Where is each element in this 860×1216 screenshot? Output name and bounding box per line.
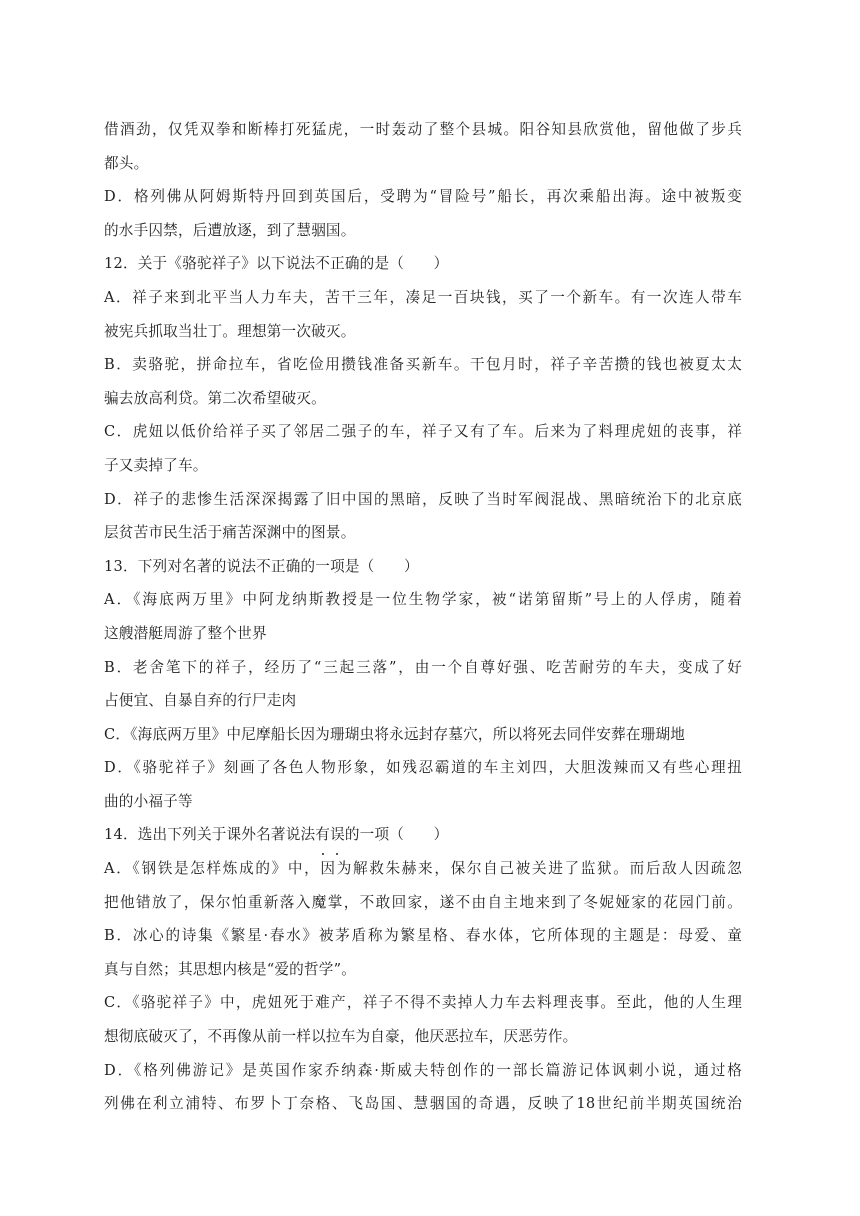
text-line: 子又卖掉了车。 [104, 456, 208, 474]
text-line: 这艘潜艇周游了整个世界 [104, 624, 267, 642]
option-b-line: B．卖骆驼，拼命拉车，省吃俭用攒钱准备买新车。干包月时，祥子辛苦攒的钱也被夏太太 [104, 356, 742, 374]
option-a-line: A．《钢铁是怎样炼成的》中，因为解救朱赫来，保尔自己被关进了监狱。而后敌人因疏忽 [104, 860, 742, 878]
option-a-line: A．《海底两万里》中阿龙纳斯教授是一位生物学家，被“诺第留斯”号上的人俘虏，随着 [104, 591, 742, 609]
text-line: 都头。 [104, 154, 149, 172]
text-line: 真与自然；其思想内核是“爱的哲学”。 [104, 960, 357, 978]
option-d-line: D．格列佛从阿姆斯特丹回到英国后，受聘为“冒险号”船长，再次乘船出海。途中被叛变 [104, 188, 742, 206]
text-line: 想彻底破灭了，不再像从前一样以拉车为自豪，他厌恶拉车，厌恶劳作。 [104, 1028, 578, 1046]
text-line: 的水手囚禁，后遭放逐，到了慧骃国。 [104, 221, 356, 239]
option-c-line: C．《骆驼祥子》中，虎妞死于难产，祥子不得不卖掉人力车去料理丧事。至此，他的人生理 [104, 994, 742, 1012]
text-line: 占便宜、自暴自弃的行尸走肉 [104, 692, 297, 710]
text-line: 列佛在利立浦特、布罗卜丁奈格、飞岛国、慧骃国的奇遇，反映了18世纪前半期英国统治 [104, 1095, 742, 1113]
option-c-line: C．虎妞以低价给祥子买了邻居二强子的车，祥子又有了车。后来为了料理虎妞的丧事，祥 [104, 423, 742, 441]
emphasis-char: 有 [315, 818, 330, 852]
question-13-stem: 13．下列对名著的说法不正确的一项是（ ） [104, 557, 419, 575]
question-12-stem: 12．关于《骆驼祥子》以下说法不正确的是（ ） [104, 255, 449, 273]
option-b-line: B．冰心的诗集《繁星·春水》被茅盾称为繁星格、春水体，它所体现的主题是：母爱、童 [104, 927, 742, 945]
option-d-line: D．祥子的悲惨生活深深揭露了旧中国的黑暗，反映了当时军阀混战、黑暗统治下的北京底 [104, 490, 742, 508]
text-line: 骗去放高利贷。第二次希望破灭。 [104, 389, 326, 407]
text-line: 层贫苦市民生活于痛苦深渊中的图景。 [104, 524, 356, 542]
text-line: 曲的小福子等 [104, 792, 193, 810]
option-d-line: D．《格列佛游记》是英国作家乔纳森·斯威夫特创作的一部长篇游记体讽刺小说，通过格 [104, 1061, 742, 1079]
q14-prefix: 14．选出下列关于课外名著说法 [104, 826, 316, 844]
question-14-stem [104, 818, 742, 852]
text-line: 被宪兵抓取当壮丁。理想第一次破灭。 [104, 322, 356, 340]
option-c-line: C．《海底两万里》中尼摩船长因为珊瑚虫将永远封存墓穴，所以将死去同伴安葬在珊瑚地 [104, 725, 686, 743]
option-b-line: B．老舍笔下的祥子，经历了“三起三落”，由一个自尊好强、吃苦耐劳的车夫，变成了好 [104, 658, 742, 676]
emphasis-char: 误 [330, 818, 345, 852]
option-d-line: D．《骆驼祥子》刻画了各色人物形象，如残忍霸道的车主刘四，大胆泼辣而又有些心理扭 [104, 759, 742, 777]
option-a-line: A．祥子来到北平当人力车夫，苦干三年，凑足一百块钱，买了一个新车。有一次连人带车 [104, 288, 742, 306]
q14-suffix: 的一项（ ） [344, 826, 449, 844]
text-line: 把他错放了，保尔怕重新落入魔掌，不敢回家，遂不由自主地来到了冬妮娅家的花园门前。 [104, 893, 742, 911]
document-page [104, 113, 742, 1121]
text-line: 借酒劲，仅凭双拳和断棒打死猛虎，一时轰动了整个县城。阳谷知县欣赏他，留他做了步兵 [104, 121, 742, 138]
